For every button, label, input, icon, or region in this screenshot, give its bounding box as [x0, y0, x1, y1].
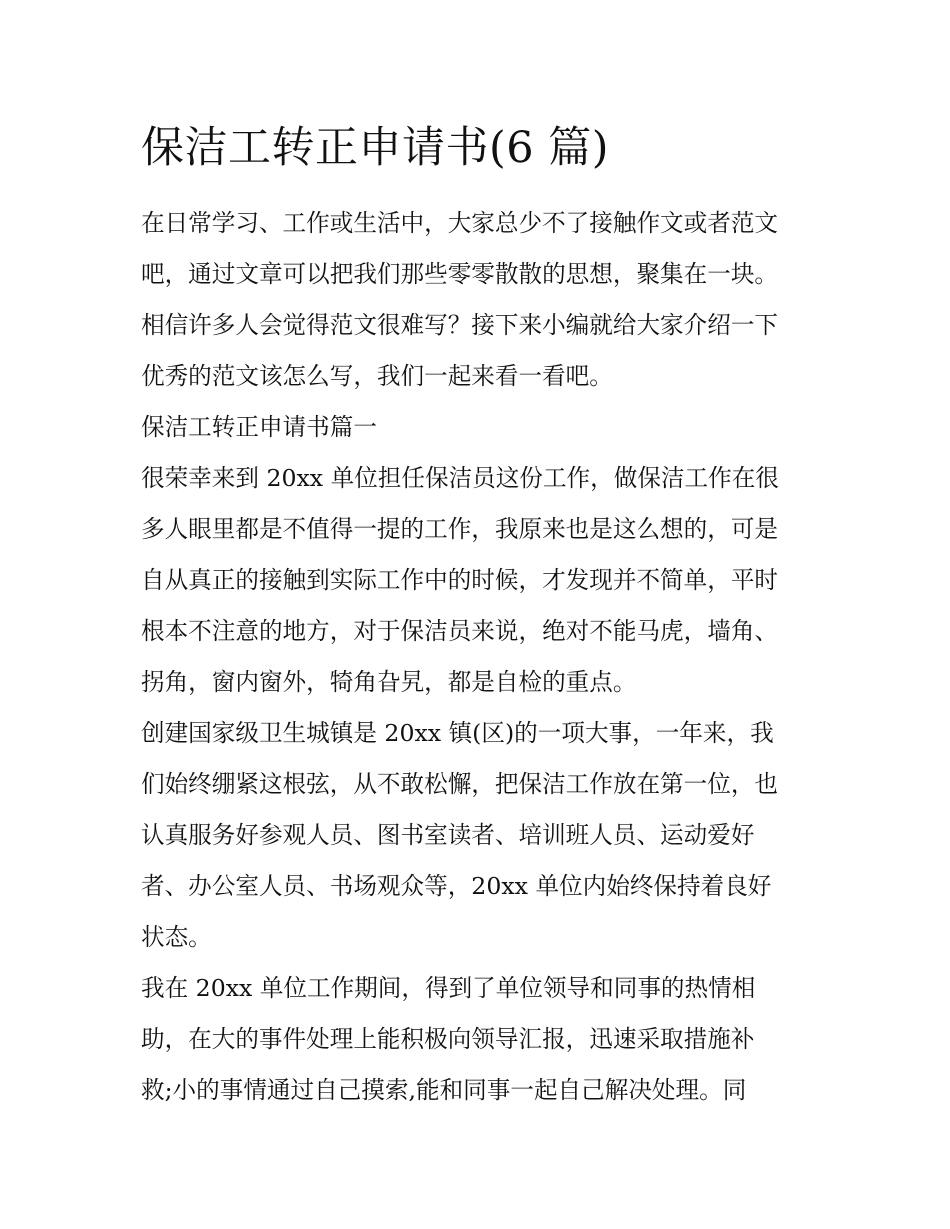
document-title: 保洁工转正申请书(6 篇) — [141, 123, 610, 173]
paragraph-line-9: 拐角，窗内窗外，犄角旮旯，都是自检的重点。 — [141, 668, 637, 696]
paragraph-line-7: 自从真正的接触到实际工作中的时候，才发现并不简单，平时 — [141, 566, 779, 594]
paragraph-line-6: 多人眼里都是不值得一提的工作，我原来也是这么想的，可是 — [141, 515, 779, 543]
paragraph-line-3: 相信许多人会觉得范文很难写？接下来小编就给大家介绍一下 — [141, 311, 779, 339]
paragraph-line-16: 助，在大的事件处理上能积极向领导汇报，迅速采取措施补 — [141, 1025, 755, 1053]
paragraph-line-10: 创建国家级卫生城镇是 20xx 镇(区)的一项大事，一年来，我 — [141, 719, 774, 747]
document-content — [141, 112, 813, 1116]
paragraph-line-4: 优秀的范文该怎么写，我们一起来看一看吧。 — [141, 362, 613, 390]
paragraph-line-12: 认真服务好参观人员、图书室读者、培训班人员、运动爱好 — [141, 821, 755, 849]
paragraph-line-8: 根本不注意的地方，对于保洁员来说，绝对不能马虎，墙角、 — [141, 617, 779, 645]
paragraph-line-15: 我在 20xx 单位工作期间，得到了单位领导和同事的热情相 — [141, 974, 756, 1002]
paragraph-line-14: 状态。 — [141, 923, 212, 951]
paragraph-line-11: 们始终绷紧这根弦，从不敢松懈，把保洁工作放在第一位，也 — [141, 770, 779, 798]
paragraph-line-2: 吧，通过文章可以把我们那些零零散散的思想，聚集在一块。 — [141, 260, 779, 288]
paragraph-line-5: 很荣幸来到 20xx 单位担任保洁员这份工作，做保洁工作在很 — [141, 464, 779, 492]
section-heading-1: 保洁工转正申请书篇一 — [141, 413, 377, 441]
paragraph-line-17: 救;小的事情通过自己摸索,能和同事一起自己解决处理。同 — [141, 1076, 747, 1104]
paragraph-line-13: 者、办公室人员、书场观众等，20xx 单位内始终保持着良好 — [141, 872, 772, 900]
paragraph-line-1: 在日常学习、工作或生活中，大家总少不了接触作文或者范文 — [141, 209, 779, 237]
